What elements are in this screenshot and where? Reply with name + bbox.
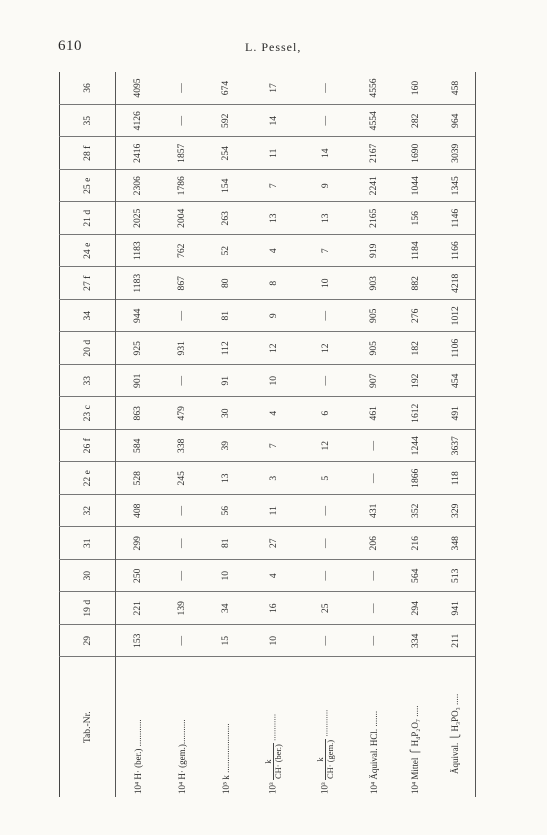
table-cell: — bbox=[300, 105, 352, 138]
table-cell: 592 bbox=[204, 105, 248, 138]
column-header: 30 bbox=[60, 560, 116, 593]
table-cell: 14 bbox=[248, 105, 300, 138]
table-cell: 1345 bbox=[436, 170, 476, 203]
table-cell: 276 bbox=[396, 300, 436, 333]
table-cell: 299 bbox=[116, 527, 160, 560]
table-cell: 4556 bbox=[368, 78, 379, 98]
fraction-denominator: CH· (ber.) bbox=[273, 744, 283, 780]
table-cell: 1690 bbox=[396, 137, 436, 170]
mittel-prefix: 10⁴ bbox=[410, 781, 420, 794]
row-label bbox=[396, 657, 436, 797]
table-cell: — bbox=[300, 495, 352, 528]
table-cell: 10 bbox=[204, 560, 248, 593]
mittel-head: Äquival. bbox=[449, 742, 460, 774]
column-header: 36 bbox=[60, 72, 116, 105]
table-cell: 2165 bbox=[352, 202, 396, 235]
table-cell: — bbox=[300, 300, 352, 333]
table-cell: 27 bbox=[248, 527, 300, 560]
table-cell: 80 bbox=[204, 267, 248, 300]
table-cell: 30 bbox=[204, 397, 248, 430]
table-cell: 863 bbox=[116, 397, 160, 430]
table-cell: 4554 bbox=[352, 105, 396, 138]
table-cell: — bbox=[300, 527, 352, 560]
table-cell: 118 bbox=[436, 462, 476, 495]
table-cell: 1012 bbox=[436, 300, 476, 333]
table-cell: 352 bbox=[396, 495, 436, 528]
table-cell: 4 bbox=[248, 560, 300, 593]
table-header-row bbox=[60, 72, 116, 797]
table-cell: 17 bbox=[268, 83, 279, 93]
table-cell: 9 bbox=[300, 170, 352, 203]
data-table bbox=[59, 72, 476, 797]
table-cell: 919 bbox=[352, 235, 396, 268]
table-cell: 762 bbox=[160, 235, 204, 268]
table-row bbox=[300, 72, 352, 797]
column-header: 29 bbox=[60, 625, 116, 658]
table-cell: 1044 bbox=[396, 170, 436, 203]
table-cell: 10 bbox=[300, 267, 352, 300]
table-cell: 4 bbox=[248, 235, 300, 268]
table-cell: 925 bbox=[116, 332, 160, 365]
table-cell: 13 bbox=[300, 202, 352, 235]
table-cell: 160 bbox=[410, 80, 421, 96]
table-cell: 348 bbox=[436, 527, 476, 560]
table-row bbox=[160, 72, 204, 797]
column-header: 34 bbox=[60, 300, 116, 333]
table-row bbox=[248, 72, 300, 797]
formula: H₄P₂O₇ ..... bbox=[410, 705, 420, 747]
table-cell: 250 bbox=[116, 560, 160, 593]
table-cell: 91 bbox=[204, 365, 248, 398]
table-cell: 1184 bbox=[396, 235, 436, 268]
column-header: 24 e bbox=[60, 235, 116, 268]
rotated-table-container bbox=[59, 72, 476, 797]
table-cell: 10 bbox=[248, 625, 300, 658]
table-cell: 153 bbox=[116, 625, 160, 658]
table-cell: 263 bbox=[204, 202, 248, 235]
table-cell: 1866 bbox=[396, 462, 436, 495]
table-cell: 479 bbox=[160, 397, 204, 430]
table-cell: 882 bbox=[396, 267, 436, 300]
table-cell: 944 bbox=[116, 300, 160, 333]
table-cell: 1106 bbox=[436, 332, 476, 365]
table-cell: — bbox=[176, 83, 187, 93]
row-label: 10⁴ H· (ber.) ............ bbox=[116, 657, 160, 797]
table-cell: 12 bbox=[300, 430, 352, 463]
leader-dots: ............ bbox=[319, 709, 330, 737]
table-cell: 1183 bbox=[116, 267, 160, 300]
table-cell: — bbox=[160, 105, 204, 138]
table-cell: 245 bbox=[160, 462, 204, 495]
table-cell: 10 bbox=[248, 365, 300, 398]
table-cell: 491 bbox=[436, 397, 476, 430]
table-cell: 52 bbox=[204, 235, 248, 268]
table-cell: — bbox=[160, 365, 204, 398]
table-cell: 1857 bbox=[160, 137, 204, 170]
table-cell: 2004 bbox=[160, 202, 204, 235]
row-label bbox=[300, 657, 352, 797]
page-header bbox=[0, 38, 547, 58]
table-cell: — bbox=[300, 365, 352, 398]
table-cell: 338 bbox=[160, 430, 204, 463]
table-cell: 905 bbox=[352, 300, 396, 333]
table-cell: 294 bbox=[396, 592, 436, 625]
fraction bbox=[264, 743, 283, 780]
table-cell: 112 bbox=[204, 332, 248, 365]
table-cell: 584 bbox=[116, 430, 160, 463]
table-cell: 4095 bbox=[116, 72, 160, 105]
table-cell: 3039 bbox=[436, 137, 476, 170]
table-cell: 15 bbox=[204, 625, 248, 658]
table-cell: — bbox=[352, 430, 396, 463]
leader-dots: ............ bbox=[267, 713, 278, 741]
table-cell: 907 bbox=[352, 365, 396, 398]
table-cell: 13 bbox=[204, 462, 248, 495]
table-cell: 2241 bbox=[352, 170, 396, 203]
table-cell: 211 bbox=[436, 625, 476, 658]
table-cell: 9 bbox=[248, 300, 300, 333]
table-cell: 2416 bbox=[116, 137, 160, 170]
page-number: 610 bbox=[58, 38, 82, 54]
table-cell: 4 bbox=[248, 397, 300, 430]
brace-icon: ⎩ bbox=[449, 731, 460, 743]
table-cell: 3 bbox=[248, 462, 300, 495]
table-cell: 4218 bbox=[436, 267, 476, 300]
table-cell: 867 bbox=[160, 267, 204, 300]
table-cell: — bbox=[320, 83, 331, 93]
table-cell: 221 bbox=[116, 592, 160, 625]
table-cell: 12 bbox=[248, 332, 300, 365]
table-cell: — bbox=[352, 625, 396, 658]
formula: H₃PO₃ ..... bbox=[449, 693, 460, 732]
table-row bbox=[116, 72, 160, 797]
table-cell: 12 bbox=[300, 332, 352, 365]
table-cell: 564 bbox=[396, 560, 436, 593]
header-label-cell: Tab.-Nr. bbox=[60, 657, 116, 797]
column-header: 28 f bbox=[60, 137, 116, 170]
table-cell: — bbox=[160, 527, 204, 560]
table-cell: 7 bbox=[300, 235, 352, 268]
row-label: 10⁵ k ...................... bbox=[204, 657, 248, 797]
column-header: 26 f bbox=[60, 430, 116, 463]
table-row bbox=[352, 72, 396, 797]
table-cell: 154 bbox=[204, 170, 248, 203]
table-cell: 34 bbox=[204, 592, 248, 625]
table-cell: 903 bbox=[352, 267, 396, 300]
fraction-denominator: CH· (gem.) bbox=[325, 739, 335, 780]
table-cell: 25 bbox=[300, 592, 352, 625]
running-head: L. Pessel, bbox=[245, 40, 302, 54]
table-cell: 156 bbox=[396, 202, 436, 235]
column-header: 19 d bbox=[60, 592, 116, 625]
table-cell: 139 bbox=[160, 592, 204, 625]
row-prefix: 10³ bbox=[319, 782, 330, 794]
column-header: 32 bbox=[60, 495, 116, 528]
table-cell: 941 bbox=[436, 592, 476, 625]
column-header: 33 bbox=[60, 365, 116, 398]
table-cell: 14 bbox=[300, 137, 352, 170]
table-cell: 901 bbox=[116, 365, 160, 398]
brace-icon: ⎧ bbox=[410, 746, 420, 758]
row-label: 10⁴ Äquival. HCl. ....... bbox=[352, 657, 396, 797]
table-cell: 1612 bbox=[396, 397, 436, 430]
table-cell: 1786 bbox=[160, 170, 204, 203]
table-cell: 11 bbox=[248, 495, 300, 528]
row-label bbox=[436, 657, 476, 797]
column-header: 22 e bbox=[60, 462, 116, 495]
fraction bbox=[316, 739, 335, 780]
table-cell: 81 bbox=[204, 527, 248, 560]
table-cell: 282 bbox=[396, 105, 436, 138]
table-cell: 7 bbox=[248, 170, 300, 203]
table-cell: 528 bbox=[116, 462, 160, 495]
table-cell: — bbox=[352, 560, 396, 593]
column-header: 21 d bbox=[60, 202, 116, 235]
table-cell: — bbox=[300, 625, 352, 658]
table-row bbox=[204, 72, 248, 797]
table-cell: 2306 bbox=[116, 170, 160, 203]
table-cell: 454 bbox=[436, 365, 476, 398]
table-cell: — bbox=[352, 592, 396, 625]
table-cell: 7 bbox=[248, 430, 300, 463]
table-cell: 13 bbox=[248, 202, 300, 235]
table-cell: 458 bbox=[436, 72, 476, 105]
table-cell: 8 bbox=[248, 267, 300, 300]
table-cell: 16 bbox=[248, 592, 300, 625]
table-cell: — bbox=[300, 560, 352, 593]
table-cell: 1183 bbox=[116, 235, 160, 268]
table-cell: 216 bbox=[396, 527, 436, 560]
table-cell: — bbox=[160, 625, 204, 658]
column-header: 25 e bbox=[60, 170, 116, 203]
table-cell: 39 bbox=[204, 430, 248, 463]
mittel-head: Mittel bbox=[410, 757, 420, 780]
column-header: 23 c bbox=[60, 397, 116, 430]
table-cell: 905 bbox=[352, 332, 396, 365]
table-cell: 5 bbox=[300, 462, 352, 495]
table-cell: 431 bbox=[352, 495, 396, 528]
column-header: 31 bbox=[60, 527, 116, 560]
table-cell: — bbox=[160, 495, 204, 528]
table-cell: 254 bbox=[204, 137, 248, 170]
table-cell: 2167 bbox=[352, 137, 396, 170]
table-cell: 206 bbox=[352, 527, 396, 560]
table-cell: 6 bbox=[300, 397, 352, 430]
table-row bbox=[396, 72, 436, 797]
column-header: 35 bbox=[60, 105, 116, 138]
table-cell: 334 bbox=[396, 625, 436, 658]
column-header: 27 f bbox=[60, 267, 116, 300]
row-label bbox=[248, 657, 300, 797]
column-header: 20 d bbox=[60, 332, 116, 365]
table-cell: 3637 bbox=[436, 430, 476, 463]
table-cell: 1244 bbox=[396, 430, 436, 463]
table-cell: 408 bbox=[116, 495, 160, 528]
fraction-numerator: k bbox=[316, 739, 326, 780]
table-cell: 513 bbox=[436, 560, 476, 593]
table-cell: 1146 bbox=[436, 202, 476, 235]
table-cell: — bbox=[352, 462, 396, 495]
table-cell: 4126 bbox=[116, 105, 160, 138]
table-cell: 931 bbox=[160, 332, 204, 365]
table-cell: 461 bbox=[352, 397, 396, 430]
table-cell: — bbox=[160, 560, 204, 593]
table-cell: 1166 bbox=[436, 235, 476, 268]
row-label: 10⁴ H· (gem.)........... bbox=[160, 657, 204, 797]
fraction-numerator: k bbox=[264, 743, 274, 780]
table-cell: 964 bbox=[436, 105, 476, 138]
row-prefix: 10³ bbox=[267, 782, 278, 794]
table-cell: 192 bbox=[396, 365, 436, 398]
table-cell: 182 bbox=[396, 332, 436, 365]
table-cell: 674 bbox=[220, 80, 231, 96]
table-cell: 56 bbox=[204, 495, 248, 528]
table-row bbox=[436, 72, 476, 797]
table-cell: 2025 bbox=[116, 202, 160, 235]
table-cell: 81 bbox=[204, 300, 248, 333]
table-cell: — bbox=[160, 300, 204, 333]
table-cell: 329 bbox=[436, 495, 476, 528]
table-cell: 11 bbox=[248, 137, 300, 170]
